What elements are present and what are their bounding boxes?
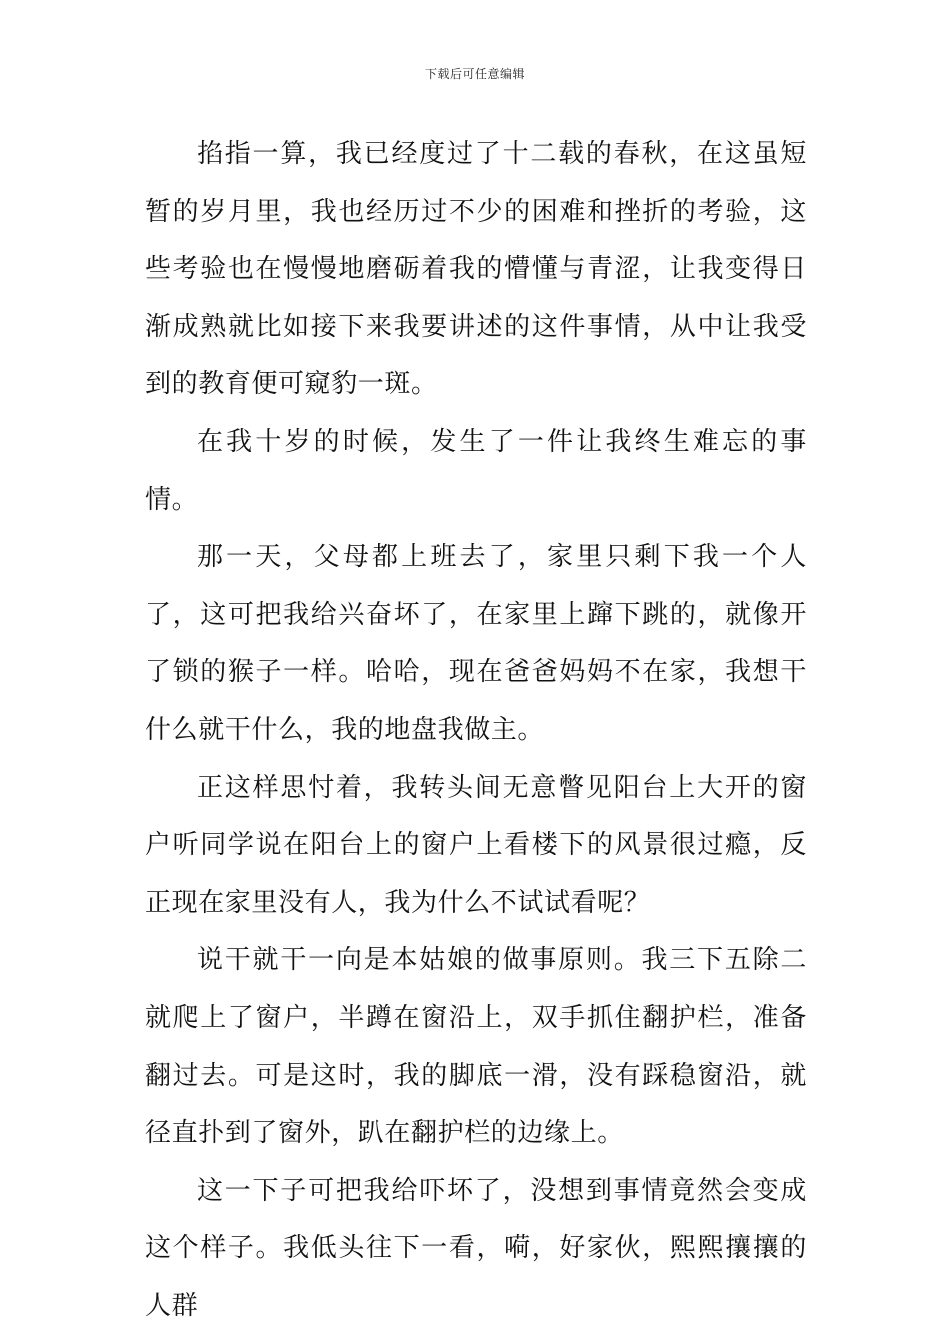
paragraph-5: 说干就干一向是本姑娘的做事原则。我三下五除二就爬上了窗户，半蹲在窗沿上，双手抓住翻护栏，准备翻过去。可是这时，我的脚底一滑，没有踩稳窗沿，就径直扑到了窗外，趴在翻护栏的边缘上。	[145, 945, 807, 1149]
page-header-note: 下载后可任意编辑	[424, 67, 525, 81]
paragraph-6: 这一下子可把我给吓坏了，没想到事情竟然会变成这个样子。我低头往下一看，嗬，好家伙，熙熙攘攘的人群	[145, 1175, 807, 1321]
paragraph-1: 掐指一算，我已经度过了十二载的春秋，在这虽短暂的岁月里，我也经历过不少的困难和挫折的考验，这些考验也在慢慢地磨砺着我的懵懂与青涩，让我变得日渐成熟就比如接下来我要讲述的这件事情，从中让我受到的教育便可窥豹一斑。	[145, 139, 807, 400]
paragraph-3: 那一天，父母都上班去了，家里只剩下我一个人了，这可把我给兴奋坏了，在家里上蹿下跳的，就像开了锁的猴子一样。哈哈，现在爸爸妈妈不在家，我想干什么就干什么，我的地盘我做主。	[145, 542, 807, 745]
document-body	[145, 126, 807, 1335]
paragraph-2: 在我十岁的时候，发生了一件让我终生难忘的事情。	[145, 426, 807, 515]
paragraph-4: 正这样思忖着，我转头间无意瞥见阳台上大开的窗户听同学说在阳台上的窗户上看楼下的风景很过瘾，反正现在家里没有人，我为什么不试试看呢？	[145, 772, 807, 918]
